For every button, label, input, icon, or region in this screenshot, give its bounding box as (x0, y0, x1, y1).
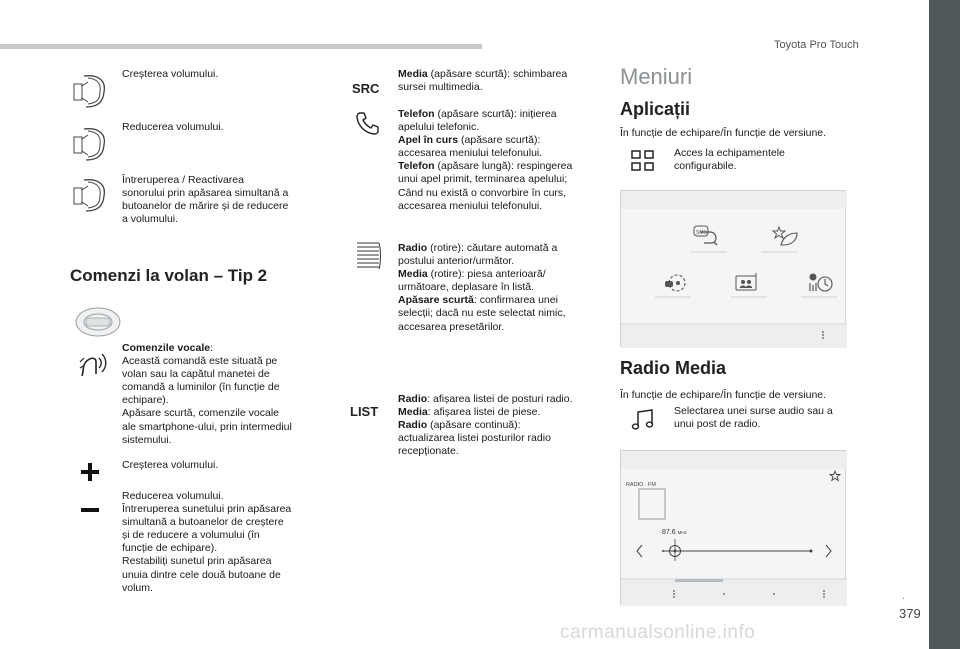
src-text (398, 68, 567, 94)
voice-command-icon (78, 348, 110, 380)
rad-line: selecții; dacă nu este selectat nimic, (398, 307, 566, 320)
mute-line: a volumului. (122, 213, 179, 226)
apps-line: configurabile. (674, 160, 737, 173)
minus-line: volum. (122, 581, 153, 594)
voice-line: comandă a luminilor (în funcție de (122, 381, 280, 394)
plus-text: Creșterea volumului. (122, 459, 219, 471)
thumbwheel-text (398, 242, 566, 334)
contacts-card-icon (736, 273, 756, 290)
plus-icon (81, 463, 99, 481)
rad-line: (rotire): piesa anterioară/ (427, 268, 546, 281)
tel-line: accesarea meniului telefonului. (398, 199, 543, 212)
apps-screen-illustration (620, 190, 846, 347)
src-line: sursei multimedia. (398, 81, 483, 94)
voice-line: Apăsare scurtă, comenzile vocale (122, 407, 279, 420)
minus-line: unuia dintre cele două butoane de (122, 568, 281, 581)
page-number: 379 (899, 606, 921, 621)
phone-icon (355, 110, 381, 136)
music-note-icon (631, 409, 655, 431)
apps-heading: Aplicații (620, 99, 691, 119)
voice-line: Această comandă este situată pe (122, 355, 278, 368)
side-tab (929, 0, 960, 649)
equalizer-clock-icon (810, 274, 833, 292)
voice-bold: Comenzile vocale (122, 342, 211, 354)
favorite-star-icon (830, 471, 840, 481)
radio-line: unui post de radio. (674, 418, 761, 431)
steering-rotary-down-icon (70, 123, 112, 165)
prev-chevron-icon (637, 545, 642, 557)
radio-note: În funcție de echipare/În funcție de versiune. (620, 389, 827, 401)
voice-line: sistemului. (122, 433, 172, 446)
list-line: : afișarea listei de piese. (427, 406, 541, 419)
minus-line: și de reducere a volumului (în (122, 529, 260, 542)
voice-colon: : (210, 342, 214, 354)
minus-line: Întreruperea sunetului prin apăsarea (122, 503, 292, 516)
watermark: carmanualsonline.info (560, 622, 756, 643)
list-text (398, 393, 573, 458)
radio-screen-graphic (621, 451, 847, 606)
src-label: SRC (352, 81, 380, 96)
tel-line: (apăsare scurtă): (458, 134, 541, 147)
rad-bold: Apăsare scurtă (398, 294, 474, 307)
rad-line: : confirmarea unei (473, 294, 558, 307)
radio-screen-illustration (620, 450, 846, 605)
radio-text (674, 405, 833, 431)
radio-media-heading: Radio Media (620, 358, 727, 378)
rad-line: următoare, deplasare în listă. (398, 281, 534, 294)
screen-radio-label: RADIO . FM (626, 482, 656, 488)
settings-gear-icon (665, 275, 685, 291)
list-line: actualizarea listei posturilor radio (398, 432, 551, 445)
tel-line: unui apel primit, terminarea apelului; (398, 173, 568, 186)
rad-bold: Media (398, 268, 428, 281)
tel-line: accesarea meniului telefonului. (398, 147, 543, 160)
more-dots-icon (822, 331, 824, 339)
mute-text (122, 174, 288, 226)
footer-dot: . (902, 590, 906, 602)
mute-line: Întreruperea / Reactivarea (122, 174, 244, 186)
voice-line: volan sau la capătul manetei de (122, 368, 270, 381)
sms-icon (694, 226, 717, 245)
active-tab-indicator (675, 579, 723, 582)
list-bold: Radio (398, 419, 428, 432)
volume-up-text: Creșterea volumului. (122, 68, 219, 80)
steering-controls-heading: Comenzi la volan – Tip 2 (70, 266, 268, 285)
list-bold: Radio (398, 393, 428, 405)
mute-line: sonorului prin apăsarea simultană a (122, 187, 289, 200)
tel-bold: Telefon (398, 160, 435, 173)
tel-line: apelului telefonic. (398, 121, 480, 134)
list-line: : afișarea listei de posturi radio. (427, 393, 573, 405)
steering-rotary-up-icon (70, 70, 112, 112)
tel-line: (apăsare scurtă): inițierea (434, 108, 557, 120)
volume-down-text: Reducerea volumului. (122, 121, 224, 133)
header-bar (0, 44, 482, 49)
voice-line: ale smartphone-ului, prin intermediul (122, 420, 292, 433)
frequency-unit: MHz (677, 530, 687, 535)
minus-line: simultană a butoanelor de creștere (122, 516, 284, 529)
minus-line: Reducerea volumului. (122, 490, 224, 502)
minus-line: funcție de echipare). (122, 542, 218, 555)
voice-line: echipare). (122, 394, 169, 407)
next-chevron-icon (826, 545, 831, 557)
list-line: (apăsare continuă): (427, 419, 521, 432)
list-label: LIST (350, 404, 379, 419)
voice-command-text (122, 342, 292, 447)
minus-text (122, 490, 291, 595)
rad-line: (rotire): căutare automată a (427, 242, 558, 254)
steering-rotary-mute-icon (70, 174, 112, 216)
src-bold: Media (398, 68, 428, 80)
list-bold: Media (398, 406, 428, 419)
apps-line: Acces la echipamentele (674, 147, 785, 159)
phone-text (398, 108, 572, 213)
tel-bold: Telefon (398, 108, 435, 120)
rad-bold: Radio (398, 242, 428, 254)
steering-wheel-icon (73, 306, 123, 338)
thumbwheel-icon (354, 241, 382, 271)
station-logo-placeholder (639, 489, 665, 519)
rad-line: accesarea presetărilor. (398, 320, 505, 333)
apps-screen-graphic (621, 191, 847, 348)
frequency-value: 87.6 (662, 529, 676, 536)
radio-line: Selectarea unei surse audio sau a (674, 405, 833, 417)
apps-text (674, 147, 785, 173)
eco-star-icon (773, 227, 797, 245)
src-line: (apăsare scurtă): schimbarea (427, 68, 568, 80)
tel-bold: Apel în curs (398, 134, 459, 147)
apps-note: În funcție de echipare/În funcție de versiune. (620, 127, 827, 139)
tel-line: Când nu există o convorbire în curs, (398, 186, 567, 199)
list-line: recepționate. (398, 445, 459, 458)
rad-line: postului anterior/următor. (398, 255, 515, 268)
svg-text:SMS: SMS (696, 230, 707, 236)
tel-line: (apăsare lungă): respingerea (434, 160, 573, 173)
minus-icon (81, 507, 99, 513)
mute-line: butoanelor de mărire și de reducere (122, 200, 289, 213)
minus-line: Restabiliți sunetul prin apăsarea (122, 555, 272, 568)
apps-grid-icon (631, 150, 655, 172)
header-title: Toyota Pro Touch (774, 39, 859, 51)
menus-heading: Meniuri (620, 64, 693, 89)
